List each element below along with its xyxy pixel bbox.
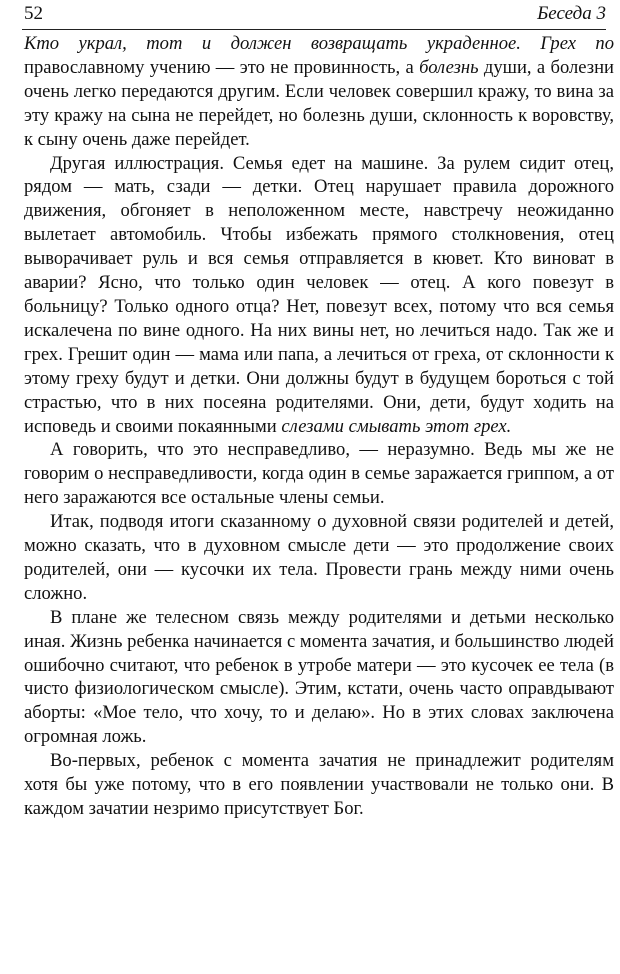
page-number: 52 [24,3,43,24]
italic-text-run: Кто украл, тот и должен возвращать украденное. Грех по [24,33,614,54]
italic-text-run: болезнь [419,56,479,78]
text-run: души, а болезни очень легко передаются другим. Если человек совершил кражу, то вина за эту кражу на сына не перейдет, но болезнь души, склонность к воровству, к сыну очень даже перейдет. [24,56,614,150]
paragraph [24,32,614,152]
paragraph [24,510,614,606]
text-run: православному учению — это не провинность, а [24,56,420,78]
paragraph [24,606,614,749]
text-run: А говорить, что это несправедливо, — неразумно. Ведь мы же не говорим о несправедливости, когда один в семье заражается гриппом, а от него заражаются все остальные члены семьи. [24,439,614,509]
page-header [22,0,606,28]
body-text [24,32,614,821]
text-run: Итак, подводя итоги сказанному о духовной связи родителей и детей, можно сказать, что в духовном смысле дети — это продолжение своих родителей, они — кусочки их тела. Провести грань между ними очень сложно. [24,511,614,604]
paragraph [24,438,614,510]
text-run: В плане же телесном связь между родителями и детьми несколько иная. Жизнь ребенка начинается с момента зачатия, и большинство людей ошибочно считают, что ребенок в утробе матери — это кусочек ее тела (в чисто физиологическом смысле). Этим, кстати, очень часто оправдывают аборты: «Мое тело, что хочу, то и делаю». Но в этих словах заключена огромная ложь. [24,606,614,748]
running-title: Беседа 3 [537,3,606,24]
text-run: Во-первых, ребенок с момента зачатия не принадлежит родителям хотя бы уже потому, что в его появлении участвовали не только они. В каждом зачатии незримо присутствует Бог. [24,750,614,819]
paragraph [24,152,614,439]
text-run: Другая иллюстрация. Семья едет на машине. За рулем сидит отец, рядом — мать, сзади — детки. Отец нарушает правила дорожного движения, обгоняет в неположенном месте, навстречу неожиданно вылетает автомобиль. Чтобы избежать прямого столкновения, отец выворачивает руль и вся семья отправляется в кювет. Кто виноват в аварии? Ясно, что только один человек — отец. А кого повезут в больницу? Только одного отца? Нет, повезут всех, потому что вся семья искалечена по вине одного. На них вины нет, но лечиться надо. Так же и грех. Грешит один — мама или папа, а лечиться от греха, от склонности к этому греху будут и детки. Они должны будут в будущем бороться с той страстью, что в них посеяна родителями. Они, дети, будут ходить на исповедь и своими покаянными [24,152,614,437]
italic-text-run: слезами смывать этот грех. [281,415,512,437]
paragraph [24,749,614,821]
header-rule [22,29,606,30]
